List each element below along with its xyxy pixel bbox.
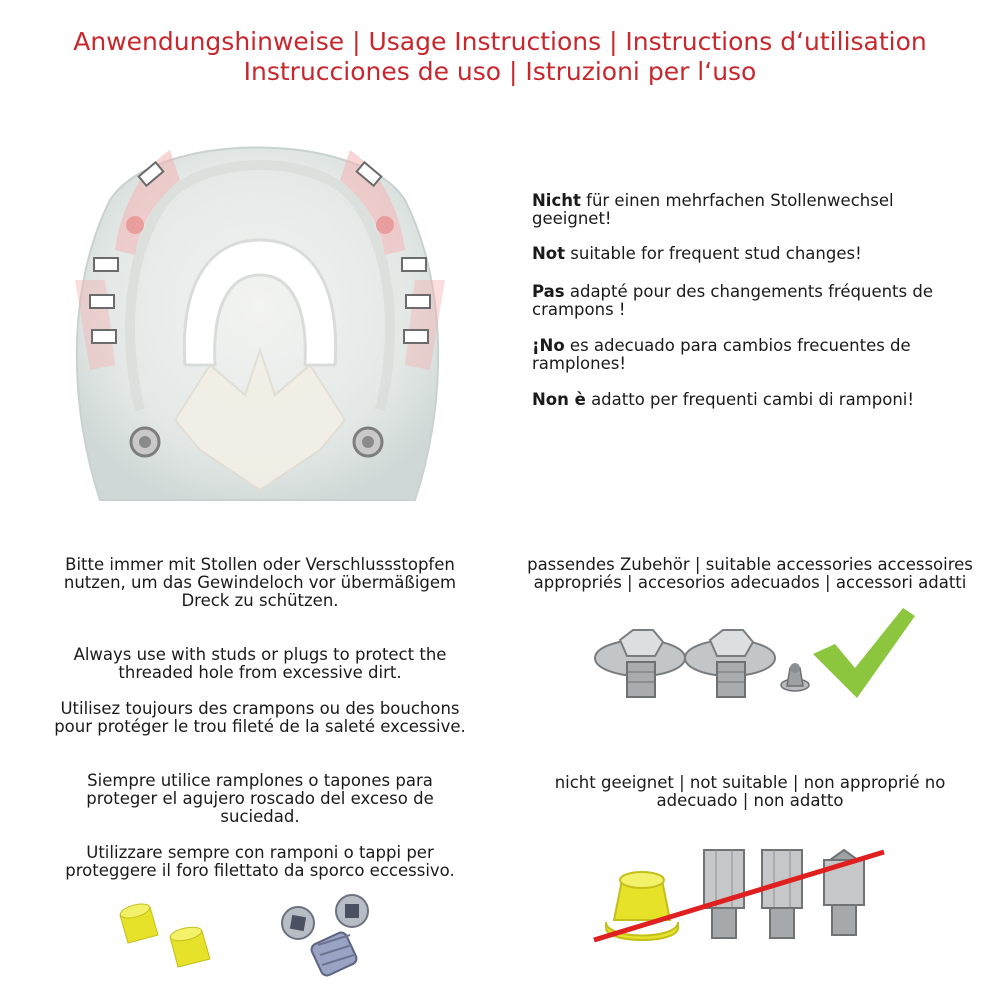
warning-de: Nicht für einen mehrfachen Stollenwechsel geeignet! <box>532 191 894 228</box>
warning-en: Not suitable for frequent stud changes! <box>532 244 862 263</box>
grub-screw-icon <box>310 931 359 978</box>
not-suitable-image <box>592 840 892 980</box>
small-stud-icon <box>781 663 809 691</box>
warning-it: Non è adatto per frequenti cambi di ramponi! <box>532 390 914 409</box>
grub-screw-icon <box>282 907 314 939</box>
horseshoe-image <box>60 110 460 530</box>
usage-de: Bitte immer mit Stollen oder Verschlussstopfen nutzen, um das Gewindeloch vor übermäßigem Dreck zu schützen. <box>63 555 457 610</box>
stud-icon <box>685 630 775 697</box>
threaded-hole <box>131 428 159 456</box>
yellow-plug-icon <box>169 925 210 967</box>
stud-icon <box>595 630 685 697</box>
horseshoe-illustration <box>60 110 460 530</box>
plugs-image <box>110 895 230 985</box>
check-icon <box>813 608 915 698</box>
grub-screw-icon <box>336 895 368 927</box>
usage-it: Utilizzare sempre con ramponi o tappi per proteggere il foro filettato da sporco eccessivo. <box>65 843 455 880</box>
hex-stud-icon <box>762 850 802 938</box>
title-line-1: Anwendungshinweise | Usage Instructions | Instructions d‘utilisation <box>73 27 927 56</box>
not-suitable-title: nicht geeignet | not suitable | non approprié no adecuado | non adatto <box>554 773 946 810</box>
title-line-2: Instrucciones de uso | Istruzioni per l‘uso <box>243 57 757 86</box>
suitable-accessories-title: passendes Zubehör | suitable accessories accessoires appropriés | accesorios adecuados | accessori adatti <box>527 555 973 592</box>
warning-es: ¡No es adecuado para cambios frecuentes de ramplones! <box>532 336 911 373</box>
yellow-plug-icon <box>606 872 678 940</box>
warning-fr: Pas adapté pour des changements fréquents de crampons ! <box>532 282 933 319</box>
usage-fr: Utilisez toujours des crampons ou des bouchons pour protéger le trou fileté de la saleté excessive. <box>54 699 466 736</box>
threaded-hole <box>354 428 382 456</box>
yellow-plug-icon <box>119 901 158 943</box>
usage-es: Siempre utilice ramplones o tapones para proteger el agujero roscado del exceso de suciedad. <box>86 771 434 826</box>
usage-en: Always use with studs or plugs to protect the threaded hole from excessive dirt. <box>73 645 447 682</box>
suitable-accessories-image <box>585 600 905 715</box>
grub-screws-image <box>270 895 380 980</box>
